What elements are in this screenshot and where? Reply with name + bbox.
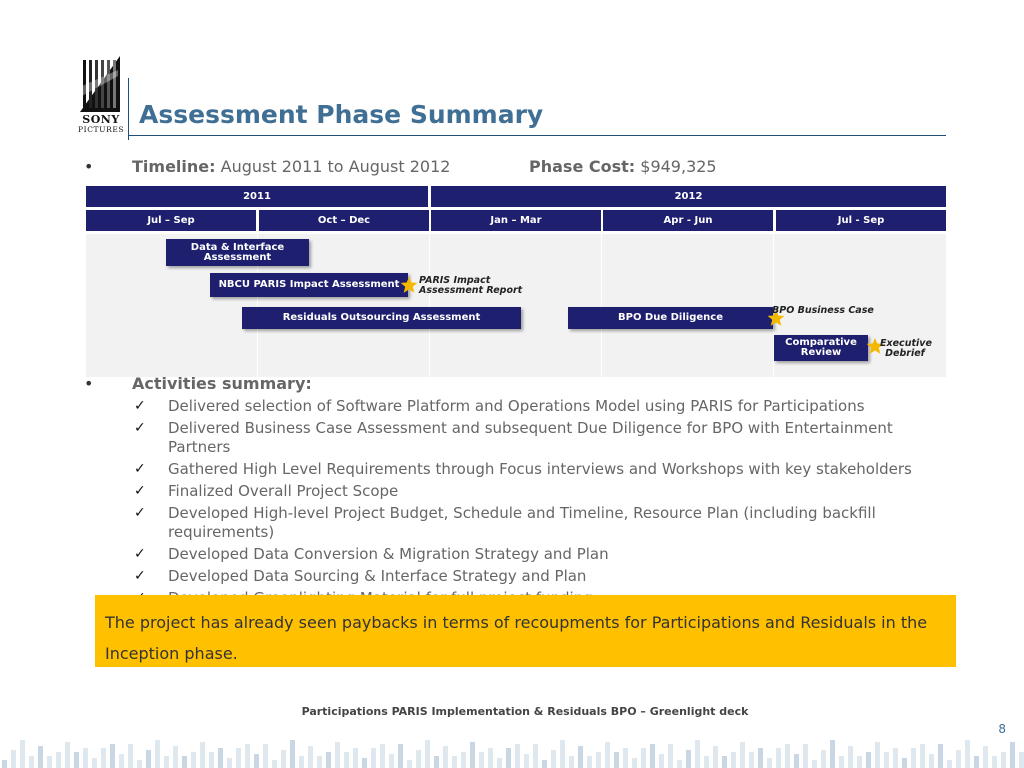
- decorative-bar: [488, 748, 493, 768]
- gantt-year-2012: 2012: [431, 186, 946, 207]
- task-bpo-due-diligence: BPO Due Diligence: [568, 307, 773, 329]
- decorative-bar: [785, 744, 790, 768]
- decorative-bar: [137, 760, 142, 768]
- decorative-bar: [101, 748, 106, 768]
- gantt-year-2011: 2011: [86, 186, 428, 207]
- decorative-bar: [551, 750, 556, 768]
- decorative-bar: [227, 758, 232, 768]
- decorative-bar: [389, 754, 394, 768]
- decorative-bar: [452, 756, 457, 768]
- decorative-bar: [461, 752, 466, 768]
- milestone-paris-impact-report: PARIS Impact Assessment Report: [419, 275, 523, 296]
- decorative-bar: [866, 752, 871, 768]
- decorative-bar: [371, 748, 376, 768]
- bullet-dot: •: [84, 374, 94, 393]
- milestone-star-icon: [400, 276, 418, 294]
- list-item: ✓ Developed Data Sourcing & Interface Strategy and Plan: [134, 567, 587, 585]
- decorative-bar: [605, 742, 610, 768]
- decorative-bar: [182, 756, 187, 768]
- decorative-bar: [272, 760, 277, 768]
- decorative-bar: [542, 760, 547, 768]
- phase-cost-line: [529, 157, 717, 176]
- decorative-bar: [128, 744, 133, 768]
- decorative-bar: [992, 756, 997, 768]
- milestone-executive-debrief: Executive Debrief: [880, 338, 932, 359]
- decorative-bar: [83, 748, 88, 768]
- task-comparative-review: Comparative Review: [774, 335, 868, 361]
- decorative-bar: [713, 746, 718, 768]
- decorative-bar: [407, 760, 412, 768]
- decorative-bar: [893, 748, 898, 768]
- decorative-bar: [758, 748, 763, 768]
- decorative-bar: [830, 740, 835, 768]
- decorative-bar: [983, 746, 988, 768]
- decorative-bar: [38, 746, 43, 768]
- decorative-bar: [299, 756, 304, 768]
- activities-list: [132, 397, 922, 611]
- decorative-bar: [497, 758, 502, 768]
- gantt-gridline: [601, 234, 602, 377]
- decorative-bar: [416, 750, 421, 768]
- decorative-bar: [911, 748, 916, 768]
- decorative-bar: [2, 760, 7, 768]
- decorative-bar: [929, 754, 934, 768]
- decorative-bar: [245, 744, 250, 768]
- checkmark-icon: ✓: [134, 505, 146, 521]
- decorative-bar: [587, 756, 592, 768]
- decorative-bar: [848, 746, 853, 768]
- decorative-bar: [704, 756, 709, 768]
- decorative-bar: [965, 740, 970, 768]
- decorative-bar: [722, 756, 727, 768]
- decorative-bar: [839, 756, 844, 768]
- checkmark-icon: ✓: [134, 568, 146, 584]
- decorative-bar: [65, 742, 70, 768]
- decorative-bar: [767, 758, 772, 768]
- decorative-bar: [650, 744, 655, 768]
- gantt-quarter: Oct – Dec: [259, 210, 429, 231]
- timeline-label: Timeline:: [132, 157, 216, 176]
- decorative-bar: [362, 758, 367, 768]
- decorative-bar: [1019, 752, 1024, 768]
- decorative-bar: [821, 750, 826, 768]
- decorative-bar: [668, 744, 673, 768]
- decorative-bar: [695, 740, 700, 768]
- decorative-bar: [749, 752, 754, 768]
- page-title: Assessment Phase Summary: [139, 100, 544, 129]
- decorative-bar: [308, 746, 313, 768]
- gantt-gridline: [429, 234, 430, 377]
- decorative-bar: [569, 756, 574, 768]
- milestone-bpo-business-case: BPO Business Case: [772, 305, 874, 316]
- task-nbcu-paris-impact-assessment: NBCU PARIS Impact Assessment: [210, 273, 408, 297]
- payback-callout: The project has already seen paybacks in terms of recoupments for Participations and Residuals in the Inception phase.: [95, 595, 956, 667]
- decorative-bar: [443, 746, 448, 768]
- decorative-bar: [470, 742, 475, 768]
- task-residuals-outsourcing-assessment: Residuals Outsourcing Assessment: [242, 307, 521, 329]
- decorative-bar: [812, 760, 817, 768]
- timeline-line: [132, 157, 450, 176]
- decorative-bar: [380, 744, 385, 768]
- header-vertical-rule: [128, 78, 129, 140]
- timeline-value: August 2011 to August 2012: [220, 157, 451, 176]
- list-item: ✓ Delivered Business Case Assessment and subsequent Due Diligence for BPO with Entertainment Partners: [134, 419, 893, 456]
- sony-pictures-logo: [78, 56, 124, 134]
- list-item: ✓ Finalized Overall Project Scope: [134, 482, 399, 500]
- decorative-bar: [20, 740, 25, 768]
- decorative-bar: [641, 748, 646, 768]
- decorative-bar: [155, 740, 160, 768]
- checkmark-icon: ✓: [134, 398, 146, 414]
- bullet-dot: •: [84, 157, 94, 176]
- decorative-bar: [281, 750, 286, 768]
- decorative-bar: [857, 756, 862, 768]
- decorative-bar: [578, 746, 583, 768]
- gantt-quarter: Jul - Sep: [776, 210, 946, 231]
- decorative-bar: [344, 752, 349, 768]
- decorative-bar: [398, 744, 403, 768]
- decorative-bar: [875, 742, 880, 768]
- list-item: ✓ Developed Data Conversion & Migration Strategy and Plan: [134, 545, 609, 563]
- decorative-bar: [686, 750, 691, 768]
- decorative-bar: [11, 750, 16, 768]
- decorative-bar: [974, 756, 979, 768]
- checkmark-icon: ✓: [134, 483, 146, 499]
- decorative-bar: [74, 752, 79, 768]
- gantt-quarter: Jan – Mar: [431, 210, 601, 231]
- gantt-quarter: Jul – Sep: [86, 210, 256, 231]
- decorative-bar: [335, 742, 340, 768]
- decorative-bar: [731, 752, 736, 768]
- logo-brand-text: SONY: [82, 113, 120, 126]
- checkmark-icon: ✓: [134, 546, 146, 562]
- decorative-bar: [614, 752, 619, 768]
- decorative-bar: [218, 748, 223, 768]
- decorative-bar: [515, 744, 520, 768]
- decorative-bar: [92, 758, 97, 768]
- decorative-bar: [254, 754, 259, 768]
- footer-deck-title: Participations PARIS Implementation & Residuals BPO – Greenlight deck: [301, 705, 749, 718]
- decorative-bar: [29, 756, 34, 768]
- decorative-bar: [740, 742, 745, 768]
- decorative-bar: [263, 744, 268, 768]
- decorative-bar: [956, 750, 961, 768]
- phase-cost-value: $949,325: [640, 157, 717, 176]
- decorative-bar: [146, 750, 151, 768]
- list-item: ✓ Developed High-level Project Budget, Schedule and Timeline, Resource Plan (including backfill requirements): [134, 504, 876, 541]
- film-strip-icon: [80, 56, 120, 112]
- decorative-bar: [164, 756, 169, 768]
- decorative-bar: [353, 748, 358, 768]
- checkmark-icon: ✓: [134, 461, 146, 477]
- logo-sub-text: PICTURES: [78, 125, 125, 134]
- decorative-bar: [533, 744, 538, 768]
- decorative-bar: [326, 752, 331, 768]
- decorative-bar: [191, 752, 196, 768]
- decorative-bar: [1001, 752, 1006, 768]
- decorative-bar: [596, 752, 601, 768]
- decorative-bar: [659, 754, 664, 768]
- decorative-bar: [1010, 742, 1015, 768]
- decorative-bar: [794, 754, 799, 768]
- decorative-bar: [434, 756, 439, 768]
- decorative-bar: [677, 760, 682, 768]
- decorative-bar: [425, 740, 430, 768]
- task-data-interface-assessment: Data & Interface Assessment: [166, 239, 309, 266]
- decorative-bar: [776, 748, 781, 768]
- decorative-bar: [317, 756, 322, 768]
- decorative-bar-pattern: [0, 737, 1024, 768]
- list-item: ✓ Gathered High Level Requirements through Focus interviews and Workshops with key stakeholders: [134, 460, 912, 478]
- checkmark-icon: ✓: [134, 420, 146, 436]
- decorative-bar: [803, 744, 808, 768]
- decorative-bar: [884, 752, 889, 768]
- page-number: 8: [998, 722, 1006, 736]
- decorative-bar: [173, 746, 178, 768]
- decorative-bar: [236, 748, 241, 768]
- decorative-bar: [119, 754, 124, 768]
- decorative-bar: [560, 740, 565, 768]
- decorative-bar: [290, 740, 295, 768]
- decorative-bar: [524, 754, 529, 768]
- list-item: ✓ Delivered selection of Software Platform and Operations Model using PARIS for Participations: [134, 397, 865, 415]
- decorative-bar: [947, 760, 952, 768]
- decorative-bar: [56, 752, 61, 768]
- decorative-bar: [110, 744, 115, 768]
- decorative-bar: [479, 752, 484, 768]
- phase-cost-label: Phase Cost:: [529, 157, 636, 176]
- decorative-bar: [200, 742, 205, 768]
- decorative-bar: [920, 744, 925, 768]
- activities-heading: Activities summary:: [132, 374, 312, 393]
- decorative-bar: [632, 758, 637, 768]
- decorative-bar: [623, 748, 628, 768]
- gantt-quarter: Apr - Jun: [603, 210, 773, 231]
- decorative-bar: [47, 756, 52, 768]
- decorative-bar: [506, 748, 511, 768]
- decorative-bar: [902, 758, 907, 768]
- header-horizontal-rule: [128, 135, 946, 136]
- decorative-bar: [938, 744, 943, 768]
- decorative-bar: [209, 752, 214, 768]
